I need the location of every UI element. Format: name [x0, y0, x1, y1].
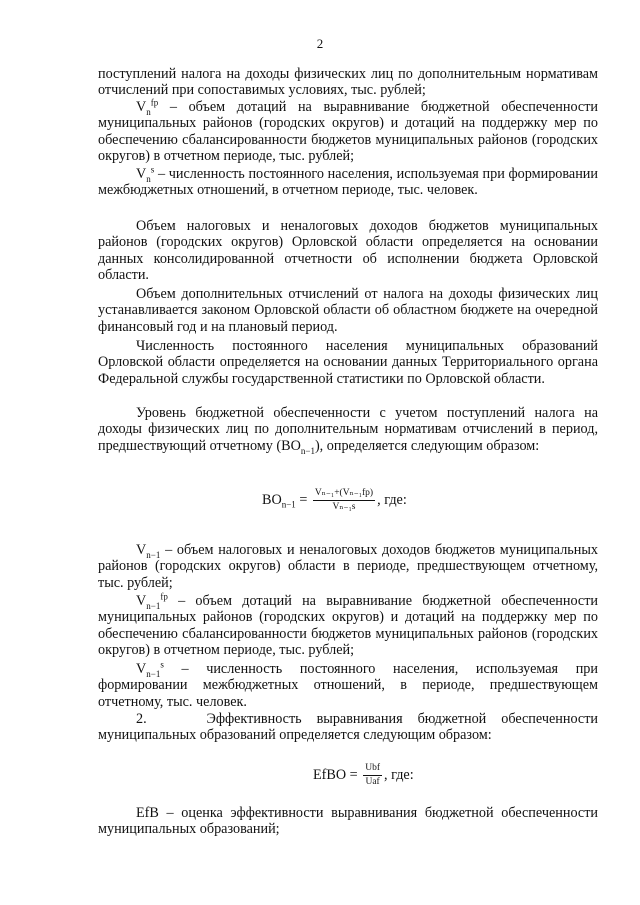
formula-lhs-subscript: n−1: [281, 499, 296, 510]
symbol-subscript: n−1: [300, 445, 315, 456]
page-number: 2: [316, 36, 324, 51]
formula-equals: =: [295, 491, 311, 508]
symbol-superscript: fp: [150, 97, 159, 108]
formula-numerator: Vₙ₋₁+(Vₙ₋₁fp): [313, 488, 375, 501]
paragraph-text: Уровень бюджетной обеспеченности с учетом поступлений налога на доходы физических лиц по дополнительным нормативам отчислений в период, предшествующий отчетному (: [98, 405, 598, 454]
paragraph-vn-s-definition: [98, 166, 598, 199]
definition-text: – объем дотаций на выравнивание бюджетной обеспеченности муниципальных районов (городских округов) и дотаций на поддержку мер по обеспечению сбалансированности бюджетов муниципальных районов (городских округов) в отчетном периоде, тыс. рублей;: [98, 593, 598, 658]
formula-fraction: [363, 763, 382, 788]
paragraph-additional-deductions: Объем дополнительных отчислений от налога на доходы физических лиц устанавливается законом Орловской области об областном бюджете на очередной финансовый год и на плановый период.: [98, 286, 598, 335]
symbol-v: V: [136, 99, 147, 115]
paragraph-text-end: ), определяется следующим образом:: [314, 437, 540, 454]
symbol-superscript: s: [160, 659, 164, 670]
symbol-subscript: n: [146, 173, 151, 184]
formula-fraction: [313, 488, 375, 513]
formula-tail: , где:: [383, 766, 414, 783]
symbol-subscript: n−1: [146, 600, 161, 611]
definition-text: – объем налоговых и неналоговых доходов бюджетов муниципальных районов (городских округов) области в периоде, предшествующем отчетному, тыс. рублей;: [98, 542, 598, 591]
definition-text: – численность постоянного населения, используемая при формировании межбюджетных отношений, в отчетном периоде, тыс. человек.: [98, 166, 598, 199]
symbol-subscript: n−1: [146, 668, 161, 679]
symbol-superscript: fp: [160, 591, 168, 602]
formula-lhs: BO: [262, 491, 282, 508]
symbol-superscript: s: [150, 164, 155, 175]
paragraph-revenue-source: Объем налоговых и неналоговых доходов бюджетов муниципальных районов (городских округов) Орловской области определяется на основании данных консолидированной отчетности об исполнении бюджета Орловской области.: [98, 218, 598, 283]
paragraph-vn-fp-definition: [98, 99, 598, 164]
formula-numerator: Ubf: [363, 763, 382, 776]
paragraph-income-tax-continuation: поступлений налога на доходы физических лиц по дополнительным нормативам отчислений при сопоставимых условиях, тыс. рублей;: [98, 66, 598, 99]
symbol-bo: BO: [281, 437, 301, 454]
paragraph-vn1-s-definition: [98, 661, 598, 710]
definition-text: – численность постоянного населения, используемая при формировании межбюджетных отношений, в периоде, предшествующем отчетному, тыс. человек.: [98, 661, 598, 710]
paragraph-budget-sufficiency-level: [98, 405, 598, 454]
symbol-subscript: n−1: [146, 549, 161, 560]
paragraph-vn1-fp-definition: [98, 593, 598, 658]
formula-tail: , где:: [377, 491, 407, 508]
symbol-v: V: [136, 542, 147, 558]
definition-text: – объем дотаций на выравнивание бюджетной обеспеченности муниципальных районов (городских округов) и дотаций на поддержку мер по обеспечению сбалансированности бюджетов муниципальных районов (городских округов) в отчетном периоде, тыс. рублей;: [98, 99, 598, 164]
formula-efbo: [313, 763, 414, 788]
symbol-v: V: [136, 593, 147, 609]
paragraph-population-source: Численность постоянного населения муниципальных образований Орловской области определяется на основании данных Территориального органа Федеральной службы государственной статистики по Орловской области.: [98, 338, 598, 387]
formula-denominator: Vₙ₋₁s: [332, 502, 356, 512]
paragraph-efficiency-intro: 2. Эффективность выравнивания бюджетной обеспеченности муниципальных образований определяется следующим образом:: [98, 711, 598, 744]
symbol-v: V: [136, 166, 147, 182]
paragraph-vn1-definition: [98, 542, 598, 591]
symbol-subscript: n: [146, 106, 151, 117]
formula-lhs: EfBO =: [313, 766, 362, 783]
formula-denominator: Uaf: [365, 777, 380, 787]
symbol-v: V: [136, 661, 147, 677]
paragraph-efb-definition: EfB – оценка эффективности выравнивания бюджетной обеспеченности муниципальных образований;: [98, 805, 598, 838]
formula-bo: [262, 488, 407, 513]
